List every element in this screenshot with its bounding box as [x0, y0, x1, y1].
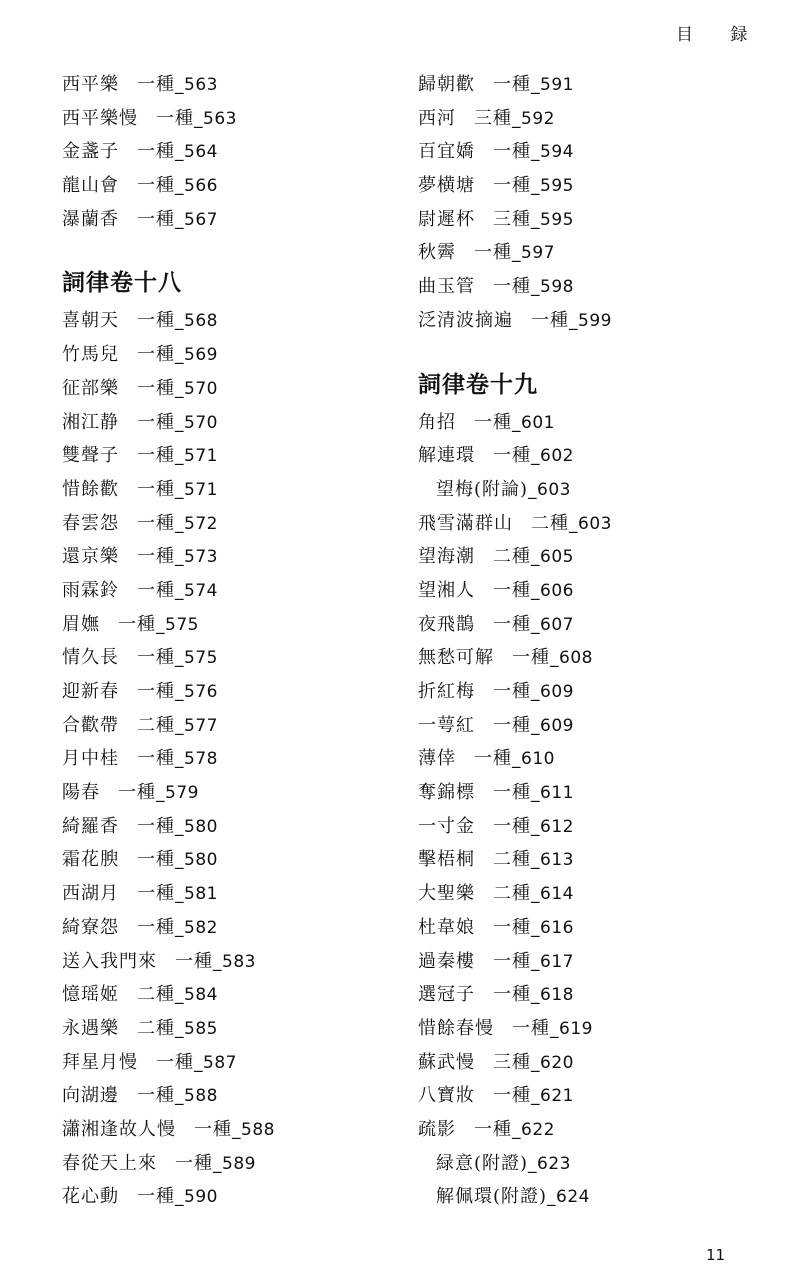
toc-entry	[62, 742, 382, 776]
toc-entry-count: 二種	[137, 984, 175, 1006]
toc-entry-page: _603	[569, 513, 612, 534]
toc-entry	[62, 1046, 382, 1080]
toc-entry	[62, 135, 382, 169]
toc-entry-title: 解連環	[418, 445, 475, 467]
toc-entry-count: 一種	[137, 175, 175, 197]
toc-entry-page: _575	[175, 648, 218, 669]
toc-entry-count: 二種	[493, 883, 531, 905]
toc-entry-page: _580	[175, 850, 218, 871]
toc-entry-title: 眉嫵	[62, 613, 100, 635]
toc-entry	[418, 473, 778, 507]
toc-entry-title: 綺羅香	[62, 815, 119, 837]
toc-entry-page: _605	[531, 547, 574, 568]
toc-entry	[62, 507, 382, 541]
toc-entry-count: 一種	[474, 242, 512, 264]
toc-entry-count: 一種	[493, 579, 531, 601]
toc-entry-count: 一種	[493, 782, 531, 804]
toc-entry-title: 拜星月慢	[62, 1051, 138, 1073]
toc-entry-page: _598	[531, 277, 574, 298]
toc-entry-count: 一種	[137, 377, 175, 399]
toc-entry-page: _594	[531, 142, 574, 163]
toc-entry-title: 秋霽	[418, 242, 456, 264]
toc-entry-page: _617	[531, 951, 574, 972]
toc-entry-count: 一種	[194, 1118, 232, 1140]
toc-entry	[62, 473, 382, 507]
toc-left-column	[62, 68, 382, 1214]
toc-entry	[418, 507, 778, 541]
toc-entry-page: _595	[531, 176, 574, 197]
toc-entry	[418, 608, 778, 642]
toc-entry-count: 一種	[137, 512, 175, 534]
toc-entry-count: 二種	[493, 546, 531, 568]
toc-entry-title: 折紅梅	[418, 681, 475, 702]
toc-entry	[62, 574, 382, 608]
toc-entry-title: 擊梧桐	[418, 849, 475, 871]
toc-entry-title: 征部樂	[62, 377, 119, 399]
toc-entry-title: 瀑蘭香	[62, 208, 119, 230]
toc-entry	[418, 102, 778, 136]
toc-entry-count: 一種	[137, 74, 175, 95]
toc-entry-page: _601	[512, 412, 555, 433]
toc-entry-count: 一種	[137, 883, 175, 905]
toc-entry-count: 一種	[175, 1152, 213, 1174]
toc-entry-title: 綺寮怨	[62, 916, 119, 938]
toc-entry-page: _588	[175, 1086, 218, 1107]
toc-entry-title: 迎新春	[62, 681, 119, 702]
toc-entry-page: _620	[531, 1052, 574, 1073]
toc-entry-count: 二種	[137, 714, 175, 736]
toc-entry-count: 一種	[493, 916, 531, 938]
toc-entry	[62, 304, 382, 338]
toc-entry	[62, 372, 382, 406]
toc-entry-page: _591	[531, 75, 574, 95]
toc-entry-count: 一種	[137, 681, 175, 702]
toc-entry-title: 春從天上來	[62, 1152, 157, 1174]
toc-entry-title: 春雲怨	[62, 512, 119, 534]
toc-entry-page: _608	[550, 648, 593, 669]
toc-entry-count: 二種	[531, 512, 569, 534]
toc-entry-title: 夜飛鵲	[418, 613, 475, 635]
toc-entry	[62, 641, 382, 675]
toc-entry-page: _567	[175, 209, 218, 230]
toc-entry-page: _585	[175, 1018, 218, 1039]
toc-entry-title: 喜朝天	[62, 310, 119, 332]
toc-entry	[62, 608, 382, 642]
toc-entry	[62, 169, 382, 203]
toc-entry	[418, 978, 778, 1012]
toc-entry-count: 一種	[137, 815, 175, 837]
toc-entry	[62, 776, 382, 810]
toc-entry	[418, 574, 778, 608]
toc-entry-count: 一種	[137, 647, 175, 669]
toc-entry-title: 西湖月	[62, 883, 119, 905]
toc-entry-page: _582	[175, 917, 218, 938]
toc-entry-page: _609	[531, 715, 574, 736]
toc-entry-count: 一種	[156, 107, 194, 129]
toc-entry-title: 一寸金	[418, 815, 475, 837]
toc-entry	[62, 1147, 382, 1181]
toc-entry-title: 雨霖鈴	[62, 579, 119, 601]
toc-entry-title: 花心動	[62, 1186, 119, 1208]
toc-entry-list-after	[62, 304, 382, 1214]
toc-entry-count: 一種	[137, 445, 175, 467]
toc-entry-page: _563	[175, 75, 218, 95]
toc-entry-page: _610	[512, 749, 555, 770]
toc-entry-title: 薄倖	[418, 748, 456, 770]
toc-entry-page: _621	[531, 1086, 574, 1107]
toc-entry	[62, 877, 382, 911]
toc-entry	[62, 1012, 382, 1046]
toc-entry	[418, 709, 778, 743]
toc-entry-page: _574	[175, 580, 218, 601]
toc-entry-title: 奪錦標	[418, 782, 475, 804]
toc-entry-page: _597	[512, 243, 555, 264]
toc-entry-title: 杜韋娘	[418, 916, 475, 938]
toc-entry-title: 大聖樂	[418, 883, 475, 905]
toc-entry	[418, 1046, 778, 1080]
toc-entry-count: 一種	[493, 141, 531, 163]
toc-entry-title: 飛雪滿群山	[418, 512, 513, 534]
toc-entry-count: 一種	[137, 748, 175, 770]
toc-entry	[62, 675, 382, 709]
toc-entry-count: 一種	[493, 950, 531, 972]
toc-entry	[418, 776, 778, 810]
toc-entry-count: 一種	[156, 1051, 194, 1073]
toc-entry	[418, 641, 778, 675]
toc-entry-page: _572	[175, 513, 218, 534]
toc-entry	[418, 1113, 778, 1147]
toc-entry-title: 歸朝歡	[418, 74, 475, 95]
toc-entry-page: _581	[175, 884, 218, 905]
toc-entry	[418, 304, 778, 338]
toc-entry	[418, 877, 778, 911]
toc-entry-page: _583	[213, 951, 256, 972]
toc-entry-title: 蘇武慢	[418, 1051, 475, 1073]
toc-entry-title: 合歡帶	[62, 714, 119, 736]
toc-entry-page: _592	[512, 108, 555, 129]
toc-entry	[418, 68, 778, 102]
toc-entry-page: _575	[156, 614, 199, 635]
toc-entry-count: 一種	[474, 1118, 512, 1140]
toc-entry-count: 一種	[493, 613, 531, 635]
toc-entry-title: 角招	[418, 411, 456, 433]
toc-entry-count: 一種	[137, 310, 175, 332]
toc-entry	[418, 203, 778, 237]
toc-entry-title: 還京樂	[62, 546, 119, 568]
toc-entry	[62, 68, 382, 102]
toc-entry-count: 一種	[512, 1017, 550, 1039]
toc-entry	[62, 406, 382, 440]
toc-entry	[418, 169, 778, 203]
toc-entry-count: 一種	[137, 1186, 175, 1208]
toc-entry-page: _623	[528, 1153, 571, 1174]
toc-entry-title: 竹馬兒	[62, 344, 119, 366]
toc-entry	[418, 236, 778, 270]
toc-right-column	[418, 68, 778, 1214]
toc-entry-page: _587	[194, 1052, 237, 1073]
toc-entry-title: 解佩環(附證)	[436, 1186, 548, 1208]
toc-entry-page: _602	[531, 446, 574, 467]
toc-entry-title: 望湘人	[418, 579, 475, 601]
toc-entry	[418, 406, 778, 440]
toc-entry	[62, 978, 382, 1012]
toc-entry-count: 一種	[175, 950, 213, 972]
toc-entry-title: 無愁可解	[418, 647, 494, 669]
toc-entry-page: _571	[175, 446, 218, 467]
toc-entry-page: _570	[175, 412, 218, 433]
toc-entry-title: 惜餘春慢	[418, 1017, 494, 1039]
toc-entry-list-before	[418, 68, 778, 338]
toc-entry-count: 一種	[493, 1085, 531, 1107]
toc-entry	[62, 843, 382, 877]
toc-entry-count: 三種	[474, 107, 512, 129]
toc-entry-page: _578	[175, 749, 218, 770]
toc-entry-page: _595	[531, 209, 574, 230]
toc-entry-count: 一種	[493, 681, 531, 702]
toc-entry-title: 情久長	[62, 647, 119, 669]
toc-entry-title: 永遇樂	[62, 1017, 119, 1039]
toc-entry	[62, 945, 382, 979]
toc-entry-page: _580	[175, 816, 218, 837]
toc-entry-count: 三種	[493, 1051, 531, 1073]
toc-entry-page: _616	[531, 917, 574, 938]
toc-entry-list-after	[418, 406, 778, 1215]
toc-entry-count: 一種	[493, 175, 531, 197]
toc-entry-count: 一種	[493, 276, 531, 298]
toc-entry	[418, 1180, 778, 1214]
toc-entry-title: 望海潮	[418, 546, 475, 568]
toc-entry-page: _589	[213, 1153, 256, 1174]
toc-entry	[62, 439, 382, 473]
toc-entry-count: 一種	[137, 1085, 175, 1107]
toc-entry-title: 八寶妝	[418, 1085, 475, 1107]
toc-entry	[418, 135, 778, 169]
toc-entry-title: 雙聲子	[62, 445, 119, 467]
toc-entry	[62, 102, 382, 136]
toc-entry-page: _607	[531, 614, 574, 635]
toc-entry-title: 望梅(附論)	[436, 478, 529, 500]
toc-entry-count: 二種	[137, 1017, 175, 1039]
toc-entry-page: _577	[175, 715, 218, 736]
toc-entry-page: _570	[175, 378, 218, 399]
toc-entry	[62, 1113, 382, 1147]
toc-entry-title: 送入我門來	[62, 950, 157, 972]
toc-entry-title: 惜餘歡	[62, 478, 119, 500]
toc-entry-title: 瀟湘逢故人慢	[62, 1118, 176, 1140]
toc-entry-count: 一種	[137, 344, 175, 366]
toc-entry-title: 金盞子	[62, 141, 119, 163]
toc-entry-title: 龍山會	[62, 175, 119, 197]
toc-entry-title: 霜花腴	[62, 849, 119, 871]
toc-entry-page: _590	[175, 1187, 218, 1208]
toc-entry-title: 尉遲杯	[418, 208, 475, 230]
toc-entry-page: _622	[512, 1119, 555, 1140]
toc-entry-title: 西平樂	[62, 74, 119, 95]
toc-entry	[62, 1079, 382, 1113]
toc-entry	[62, 338, 382, 372]
toc-entry	[418, 742, 778, 776]
toc-entry	[418, 540, 778, 574]
toc-entry-count: 二種	[493, 849, 531, 871]
toc-entry-page: _579	[156, 783, 199, 804]
toc-entry-page: _619	[550, 1018, 593, 1039]
toc-entry-count: 一種	[137, 916, 175, 938]
toc-entry-count: 一種	[137, 849, 175, 871]
toc-entry-page: _566	[175, 176, 218, 197]
toc-entry-count: 一種	[137, 208, 175, 230]
toc-entry-page: _588	[232, 1119, 275, 1140]
toc-entry-page: _576	[175, 682, 218, 702]
toc-entry-page: _603	[528, 479, 571, 500]
toc-entry-page: _611	[531, 783, 574, 804]
toc-entry-count: 一種	[512, 647, 550, 669]
toc-entry	[418, 1012, 778, 1046]
toc-entry-page: _613	[531, 850, 574, 871]
toc-entry-title: 緑意(附證)	[436, 1152, 529, 1174]
toc-entry-count: 一種	[493, 984, 531, 1006]
toc-entry-page: _571	[175, 479, 218, 500]
toc-entry-page: _568	[175, 311, 218, 332]
toc-entry-count: 一種	[493, 74, 531, 95]
toc-entry-page: _606	[531, 580, 574, 601]
toc-entry	[62, 810, 382, 844]
section-title: 詞律卷十九	[418, 370, 538, 398]
toc-entry-title: 憶瑶姬	[62, 984, 119, 1006]
section-title: 詞律卷十八	[62, 269, 182, 297]
toc-entry-title: 西河	[418, 107, 456, 129]
toc-entry-count: 一種	[531, 309, 569, 331]
toc-entry-count: 三種	[493, 208, 531, 230]
toc-entry-count: 一種	[137, 411, 175, 433]
toc-entry	[418, 843, 778, 877]
toc-entry	[62, 911, 382, 945]
toc-entry-count: 一種	[137, 579, 175, 601]
toc-entry-title: 向湖邊	[62, 1085, 119, 1107]
toc-entry-count: 一種	[137, 478, 175, 500]
toc-entry-title: 湘江静	[62, 411, 119, 433]
toc-entry	[418, 270, 778, 304]
toc-entry-count: 一種	[474, 748, 512, 770]
toc-entry	[62, 540, 382, 574]
toc-entry-page: _569	[175, 345, 218, 366]
toc-entry-count: 一種	[493, 714, 531, 736]
page-number: 11	[706, 1246, 726, 1264]
toc-entry-list-before	[62, 68, 382, 236]
toc-entry	[418, 439, 778, 473]
toc-entry-title: 過秦樓	[418, 950, 475, 972]
toc-entry	[418, 911, 778, 945]
running-head: 目 録	[676, 25, 764, 45]
toc-entry-page: _563	[194, 108, 237, 129]
toc-entry-count: 一種	[118, 782, 156, 804]
toc-entry	[418, 1147, 778, 1181]
toc-entry-page: _618	[531, 985, 574, 1006]
toc-entry-title: 選冠子	[418, 984, 475, 1006]
toc-entry-page: _599	[569, 310, 612, 331]
toc-entry-title: 月中桂	[62, 748, 119, 770]
toc-entry-page: _564	[175, 142, 218, 163]
toc-entry-title: 一萼紅	[418, 714, 475, 736]
toc-entry-count: 一種	[137, 141, 175, 163]
toc-entry-page: _573	[175, 547, 218, 568]
toc-entry	[418, 810, 778, 844]
toc-entry	[62, 1180, 382, 1214]
toc-entry-title: 夢横塘	[418, 175, 475, 197]
toc-entry-title: 陽春	[62, 782, 100, 804]
toc-entry-page: _584	[175, 985, 218, 1006]
toc-entry-title: 疏影	[418, 1118, 456, 1140]
toc-entry-title: 泛清波摘遍	[418, 309, 513, 331]
toc-entry-count: 一種	[137, 546, 175, 568]
toc-entry-count: 一種	[493, 815, 531, 837]
toc-entry	[62, 203, 382, 237]
toc-entry	[62, 709, 382, 743]
toc-entry-count: 一種	[118, 613, 156, 635]
toc-entry-page: _614	[531, 884, 574, 905]
toc-entry-title: 曲玉管	[418, 276, 475, 298]
toc-entry	[418, 1079, 778, 1113]
toc-entry	[418, 675, 778, 709]
toc-entry	[418, 945, 778, 979]
toc-entry-title: 西平樂慢	[62, 107, 138, 129]
toc-entry-count: 一種	[474, 411, 512, 433]
toc-entry-title: 百宜嬌	[418, 141, 475, 163]
toc-entry-page: _609	[531, 682, 574, 702]
toc-entry-page: _612	[531, 816, 574, 837]
toc-entry-count: 一種	[493, 445, 531, 467]
toc-entry-page: _624	[547, 1187, 590, 1208]
